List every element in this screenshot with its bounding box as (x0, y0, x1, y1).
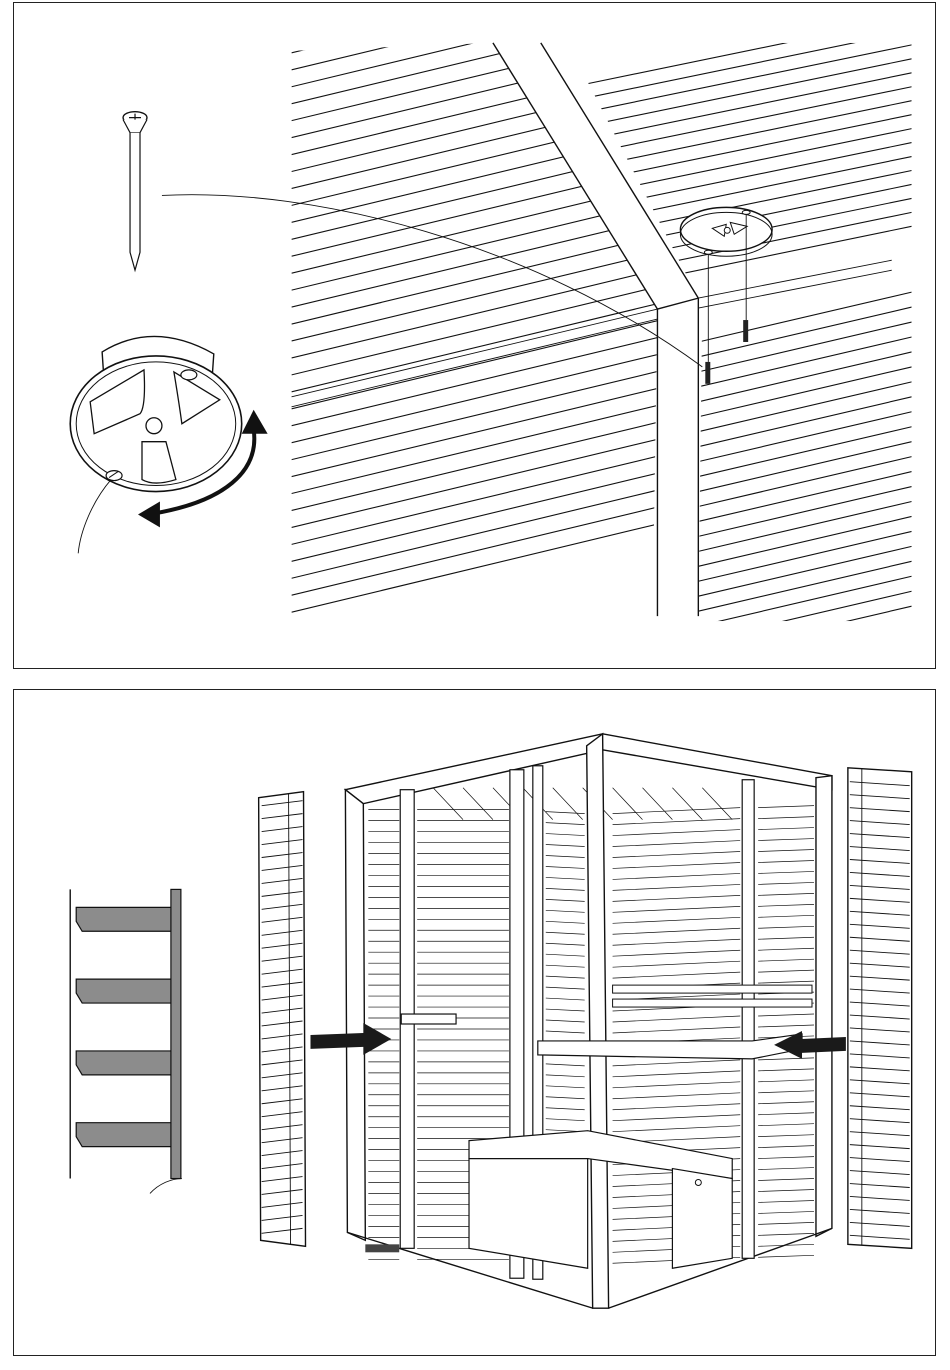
sauna-cabin (345, 734, 832, 1308)
ceiling-slat-line (573, 73, 912, 143)
wall-slat-line (698, 412, 911, 462)
wall-slat-line (698, 546, 911, 596)
cabin-wall-slat (758, 1146, 814, 1148)
cabin-wall-slat (758, 893, 814, 895)
cabin-wall-slat (613, 873, 741, 879)
wall-slat-line (698, 367, 911, 417)
cabin-wall-slat (758, 882, 814, 884)
cabin-wall-slat (613, 884, 741, 890)
ceiling-mount-panel (13, 2, 936, 669)
slat-profile-detail (70, 889, 182, 1193)
cabin-wall-slat (546, 998, 585, 1000)
cabin-wall-slat (546, 845, 585, 847)
cabin-wall-slat (546, 1097, 585, 1099)
cabin-wall-slat (758, 1113, 814, 1115)
ceiling-slat-line (292, 63, 673, 155)
cabin-wall-slat (546, 1064, 585, 1066)
ceiling-slat-line (292, 266, 673, 358)
wall-slat-line (698, 397, 911, 447)
cabin-wall-slat (546, 965, 585, 967)
side-panel-attachment-panel (13, 689, 936, 1356)
cabin-wall-slat (613, 928, 741, 934)
wall-slat-line (698, 591, 911, 641)
cabin-wall-slat (758, 1025, 814, 1027)
cabin-wall-slat (758, 1189, 814, 1191)
cabin-wall-slat (613, 1027, 741, 1033)
cabin-ceiling-slats (433, 788, 732, 820)
wall-slat-line (698, 382, 911, 432)
cabin-wall-slat (546, 877, 585, 879)
cabin-wall-slat (546, 812, 585, 814)
cabin-wall-slat (613, 862, 741, 868)
ceiling-corner (292, 43, 892, 621)
cabin-wall-slat (546, 932, 585, 934)
cabin-wall-slat (613, 961, 741, 967)
cabin-wall-slat (758, 1157, 814, 1159)
cabin-wall-slat (758, 948, 814, 950)
ceiling-slat-line (292, 3, 673, 87)
ceiling-slat-line (292, 436, 673, 528)
cabin-wall-slat (546, 823, 585, 825)
cabin-wall-slat (613, 852, 741, 858)
cabin-wall-slat (546, 921, 585, 923)
cabin-wall-slat (758, 1168, 814, 1170)
ceiling-slat-line (292, 520, 673, 612)
cabin-wall-slat (758, 860, 814, 862)
disc-leader-line (78, 480, 111, 554)
ceiling-slat-line (292, 351, 673, 443)
wall-slat-line (698, 606, 911, 656)
cabin-wall-slat (546, 856, 585, 858)
ceiling-slat-line (573, 45, 912, 115)
cabin-wall-slat (758, 1102, 814, 1104)
cabin-wall-slat (613, 939, 741, 945)
cabin-wall-slat (758, 1233, 814, 1235)
cabin-wall-slat (758, 1211, 814, 1213)
cabin-wall-slat (613, 1071, 741, 1077)
cabin-wall-slat (758, 926, 814, 928)
cabin-wall-slat (546, 987, 585, 989)
cabin-wall-slat (758, 850, 814, 852)
cabin-wall-slat (546, 1020, 585, 1022)
wall-slat-line (698, 487, 911, 537)
cabin-wall-slat (546, 954, 585, 956)
ceiling-slat-line (292, 334, 673, 426)
cabin-wall-slat (613, 819, 741, 825)
ceiling-slat-line (292, 402, 673, 494)
cabin-ceiling-slat (433, 788, 463, 820)
right-side-panel (848, 768, 912, 1249)
cabin-wall-slat (546, 1108, 585, 1110)
cabin-ceiling-slat (642, 788, 672, 820)
cabin-wall-slat (758, 937, 814, 939)
wall-slat-line (698, 561, 911, 611)
cabin-wall-slat (758, 970, 814, 972)
ceiling-slat-line (292, 453, 673, 545)
wall-slat-line (698, 322, 911, 372)
wall-slat-line (698, 352, 911, 402)
cabin-wall-slat (758, 981, 814, 983)
cabin-wall-slat (758, 1069, 814, 1071)
cabin-wall-slat (546, 1119, 585, 1121)
wall-slat-line (698, 442, 911, 492)
cabin-wall-slat (613, 895, 741, 901)
cabin-wall-slat (758, 1200, 814, 1202)
cabin-wall-slat (613, 830, 741, 836)
cabin-ceiling-slat (672, 788, 702, 820)
cabin-wall-slat (613, 1126, 741, 1132)
screw-icon (123, 112, 147, 271)
ceiling-slat-line (292, 80, 673, 172)
cabin-wall-slat (546, 910, 585, 912)
ceiling-slat-line (292, 419, 673, 511)
ceiling-slat-line (573, 87, 912, 157)
cabin-wall-slat (613, 1060, 741, 1066)
cabin-wall-slat (758, 1080, 814, 1082)
cabin-wall-slat (758, 839, 814, 841)
wall-slat-line (698, 502, 911, 552)
ceiling-slat-line (292, 317, 673, 409)
wall-slat-line (698, 427, 911, 477)
ceiling-slat-line (292, 470, 673, 562)
cabin-wall-slat (758, 904, 814, 906)
cabin-wall-slat (758, 1179, 814, 1181)
ceiling-slat-line (292, 368, 673, 460)
ceiling-slat-line (573, 31, 912, 101)
cabin-wall-slat (758, 1255, 814, 1257)
ceiling-disc-installed-icon (680, 207, 772, 256)
cabin-wall-slat (546, 943, 585, 945)
cabin-ceiling-slat (463, 788, 493, 820)
cabin-wall-slat (758, 1135, 814, 1137)
ceiling-slat-line (292, 487, 673, 579)
cabin-wall-slat (546, 1075, 585, 1077)
cabin-wall-slat (613, 841, 741, 847)
wall-slat-line (698, 472, 911, 522)
ceiling-slat-line (292, 29, 673, 121)
cabin-wall-slat (546, 866, 585, 868)
cabin-wall-slat (758, 871, 814, 873)
ceiling-slat-line (292, 3, 673, 70)
cabin-wall-slat (758, 915, 814, 917)
cabin-wall-slat (758, 1014, 814, 1016)
ceiling-slat-line (292, 12, 673, 104)
cabin-wall-slat (613, 1082, 741, 1088)
wall-slat-line (698, 457, 911, 507)
cabin-wall-slat (546, 1009, 585, 1011)
ceiling-slat-line (292, 3, 673, 53)
wall-slat-line (698, 531, 911, 581)
cabin-wall-slat (758, 959, 814, 961)
cabin-ceiling-slat (702, 788, 732, 820)
cabin-wall-slat (758, 1058, 814, 1060)
cabin-wall-slat (546, 1086, 585, 1088)
cabin-wall-slat (613, 1093, 741, 1099)
right-wall-slats (698, 292, 911, 656)
wall-slat-line (698, 292, 911, 342)
cabin-wall-slat (546, 899, 585, 901)
ceiling-slat-line (292, 503, 673, 595)
cabin-wall-slat (758, 1124, 814, 1126)
cabin-wall-slat (613, 906, 741, 912)
cabin-wall-slat (758, 806, 814, 808)
cabin-wall-slat (613, 1016, 741, 1022)
cabin-wall-slat (613, 1115, 741, 1121)
left-side-panel (259, 792, 306, 1247)
wall-slat-line (698, 576, 911, 626)
wall-slat-line (698, 307, 911, 357)
ceiling-slat-line (292, 385, 673, 477)
ceiling-slat-line (573, 101, 912, 171)
ceiling-slat-line (292, 232, 673, 324)
cabin-wall-slat (613, 1104, 741, 1110)
ceiling-slat-line (573, 59, 912, 129)
wall-slat-line (698, 337, 911, 387)
ceiling-slat-line (292, 249, 673, 341)
cabin-wall-slat (758, 817, 814, 819)
cabin-wall-slat (546, 888, 585, 890)
ceiling-disc-icon (70, 336, 241, 491)
ceiling-slat-line (292, 300, 673, 392)
cabin-wall-slat (546, 1031, 585, 1033)
cabin-wall-slat (758, 828, 814, 830)
ceiling-slat-line (573, 17, 912, 87)
cabin-wall-slat (613, 917, 741, 923)
cabin-ceiling-slat (613, 788, 643, 820)
cabin-wall-slat (546, 834, 585, 836)
wall-slat-line (698, 516, 911, 566)
cabin-ceiling-slat (553, 788, 583, 820)
cabin-wall-slat (758, 1222, 814, 1224)
cabin-wall-slat (546, 976, 585, 978)
cabin-wall-slat (758, 1091, 814, 1093)
cabin-wall-slat (613, 950, 741, 956)
ceiling-slat-line (573, 115, 912, 185)
left-ceiling-slats (292, 3, 673, 612)
cabin-wall-slat (613, 972, 741, 978)
